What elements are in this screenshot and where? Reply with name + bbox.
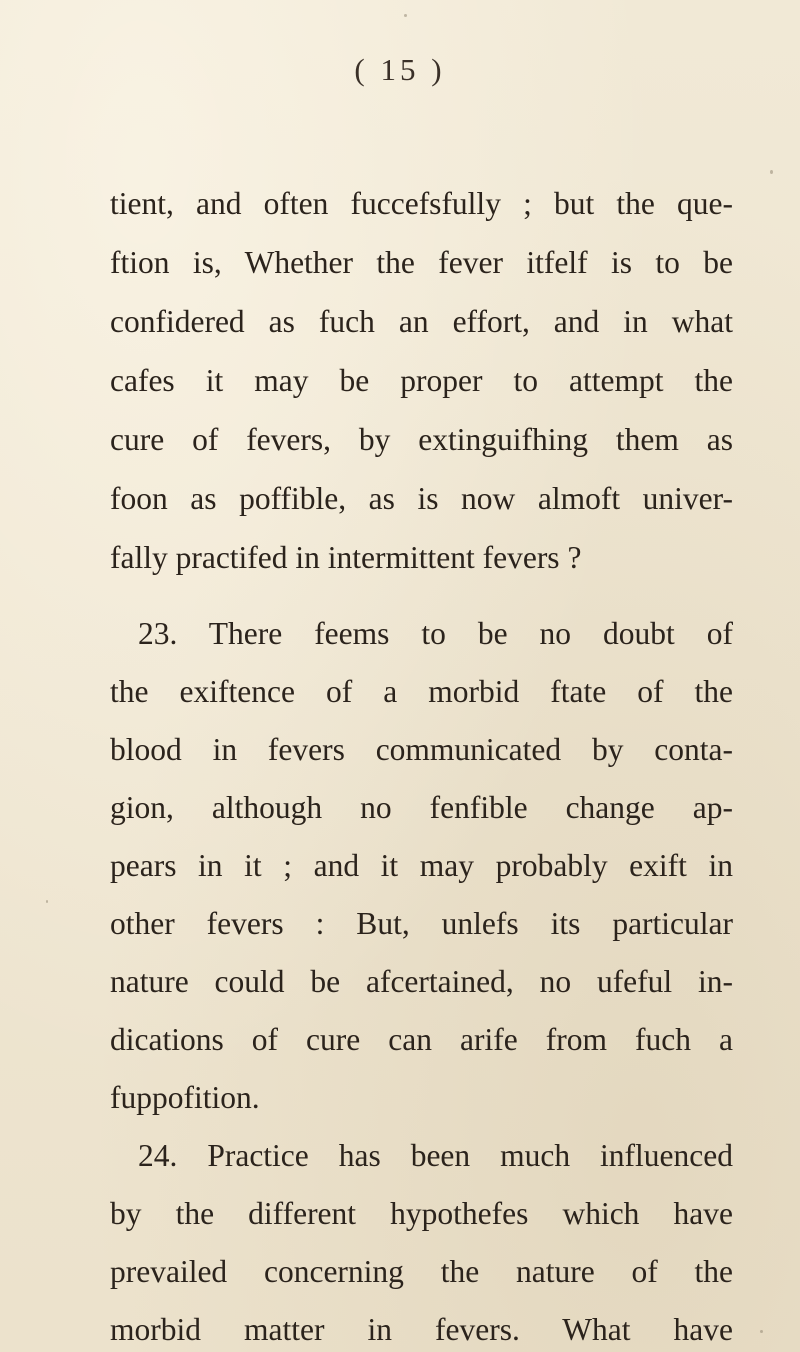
text-line: tient, and often fuccefsfully ; but the que-	[110, 186, 733, 221]
text-line: fuppofition.	[110, 1080, 260, 1115]
text-line: the exiftence of a morbid ftate of the	[110, 674, 733, 709]
paper-speck	[760, 1330, 763, 1333]
paper-speck	[770, 170, 773, 174]
text-line: other fevers : But, unlefs its particular	[110, 906, 733, 941]
text-line: morbid matter in fevers. What have	[110, 1312, 733, 1347]
text-line: gion, although no fenfible change ap-	[110, 790, 733, 825]
text-line: cafes it may be proper to attempt the	[110, 363, 733, 398]
text-line: cure of fevers, by extinguifhing them as	[110, 422, 733, 457]
text-line: 23. There feems to be no doubt of	[138, 616, 733, 651]
paper-speck	[404, 14, 407, 17]
text-line: ftion is, Whether the fever itfelf is to be	[110, 245, 733, 280]
text-line: confidered as fuch an effort, and in what	[110, 304, 733, 339]
text-line: fally practifed in intermittent fevers ?	[110, 540, 582, 575]
text-line: prevailed concerning the nature of the	[110, 1254, 733, 1289]
text-line: blood in fevers communicated by conta-	[110, 732, 733, 767]
page-number: ( 15 )	[354, 52, 446, 87]
text-line: 24. Practice has been much influenced	[138, 1138, 733, 1173]
text-line: dications of cure can arife from fuch a	[110, 1022, 733, 1057]
text-line: nature could be afcertained, no ufeful in-	[110, 964, 733, 999]
text-line: by the different hypothefes which have	[110, 1196, 733, 1231]
text-line: pears in it ; and it may probably exift in	[110, 848, 733, 883]
text-line: foon as poffible, as is now almoft univer-	[110, 481, 733, 516]
paper-speck	[46, 900, 48, 903]
